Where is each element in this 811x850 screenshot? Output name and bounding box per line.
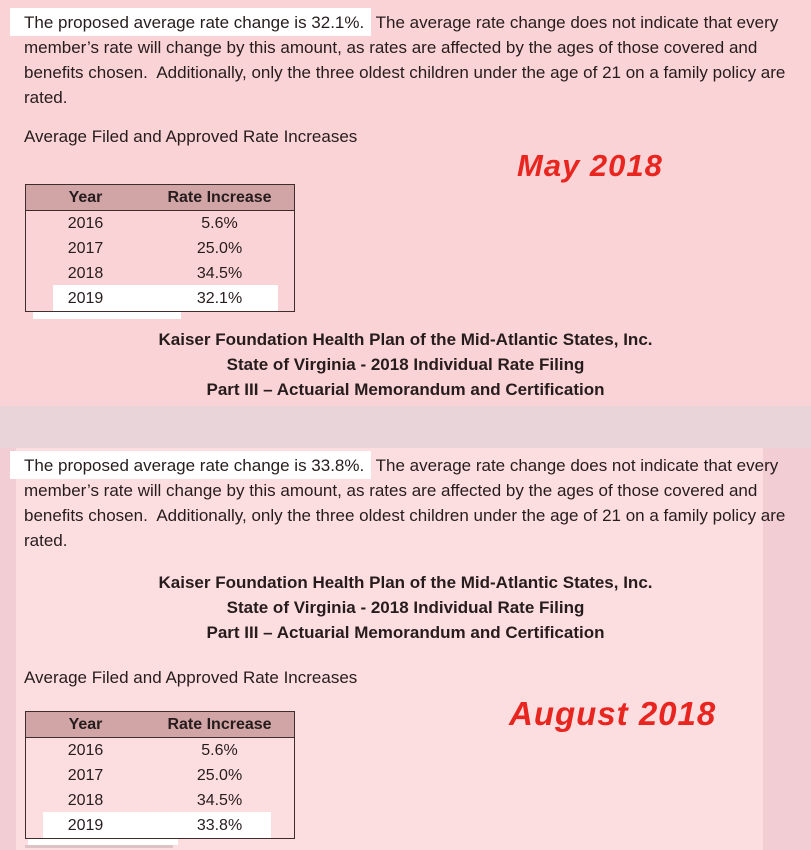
- rate-cell: 25.0%: [196, 239, 243, 257]
- table-row: [26, 261, 295, 286]
- table-header-row: [26, 712, 295, 738]
- table-header-rate-increase: Rate Increase: [145, 185, 295, 211]
- august-filing-section: [0, 448, 811, 850]
- table-row-highlighted: [26, 286, 295, 312]
- doc-title-line-1: Kaiser Foundation Health Plan of the Mid-Atlantic States, Inc.: [158, 573, 653, 592]
- highlighted-sentence: The proposed average rate change is 32.1%.: [10, 8, 371, 36]
- rate-table-wrap: [25, 184, 299, 312]
- rate-table: [25, 711, 295, 839]
- doc-title-line-3: Part III – Actuarial Memorandum and Certification: [206, 623, 605, 642]
- row-highlight-marker-tail: [28, 838, 178, 845]
- year-cell: 2019: [67, 289, 104, 307]
- table-row: [26, 211, 295, 237]
- table-row-highlighted: [26, 813, 295, 839]
- year-cell: 2017: [67, 766, 104, 784]
- paragraph-rest: The average rate change does not indicate that every member’s rate will change by this amount, as rates are affected by the ages of those covered and benefits chosen. Additionally, only the three oldest children under the age of 21 on a family policy are rated.: [24, 456, 791, 550]
- table-row: [26, 763, 295, 788]
- year-cell: 2016: [67, 214, 104, 232]
- doc-title-line-2: State of Virginia - 2018 Individual Rate Filing: [226, 355, 585, 374]
- rate-cell: 32.1%: [196, 289, 243, 307]
- rate-cell: 5.6%: [201, 214, 238, 232]
- rate-cell: 34.5%: [196, 791, 243, 809]
- rate-cell: 33.8%: [196, 816, 243, 834]
- rate-table: [25, 184, 295, 312]
- rate-change-paragraph: [24, 453, 796, 553]
- doc-title-line-2: State of Virginia - 2018 Individual Rate Filing: [226, 598, 585, 617]
- table-header-rate-increase: Rate Increase: [145, 712, 295, 738]
- filing-date-label: August 2018: [509, 695, 717, 732]
- paragraph-rest: The average rate change does not indicate that every member’s rate will change by this amount, as rates are affected by the ages of those covered and benefits chosen. Additionally, only the three oldest children under the age of 21 on a family policy are rated.: [24, 13, 791, 107]
- table-header-row: [26, 185, 295, 211]
- marker-shadow: [25, 845, 173, 848]
- table-header-year: Year: [26, 712, 146, 738]
- doc-title-line-1: Kaiser Foundation Health Plan of the Mid-Atlantic States, Inc.: [158, 330, 653, 349]
- rate-table-caption: Average Filed and Approved Rate Increases: [24, 668, 358, 687]
- table-row: [26, 788, 295, 813]
- year-cell: 2016: [67, 741, 104, 759]
- doc-title: [0, 327, 811, 402]
- rate-cell: 25.0%: [196, 766, 243, 784]
- doc-title: [0, 570, 811, 645]
- table-row: [26, 236, 295, 261]
- may-filing-section: [0, 0, 811, 406]
- rate-cell: 5.6%: [201, 741, 238, 759]
- rate-cell: 34.5%: [196, 264, 243, 282]
- rate-change-paragraph: [24, 10, 796, 110]
- table-header-year: Year: [26, 185, 146, 211]
- year-cell: 2018: [67, 791, 104, 809]
- year-cell: 2017: [67, 239, 104, 257]
- year-cell: 2018: [67, 264, 104, 282]
- row-highlight-marker-tail: [33, 311, 181, 319]
- year-cell: 2019: [67, 816, 104, 834]
- rate-table-wrap: [25, 711, 299, 839]
- filing-date-label: May 2018: [517, 148, 663, 183]
- highlighted-sentence: The proposed average rate change is 33.8%.: [10, 451, 371, 479]
- rate-table-caption: Average Filed and Approved Rate Increases: [24, 127, 358, 146]
- table-row: [26, 738, 295, 764]
- doc-title-line-3: Part III – Actuarial Memorandum and Certification: [206, 380, 605, 399]
